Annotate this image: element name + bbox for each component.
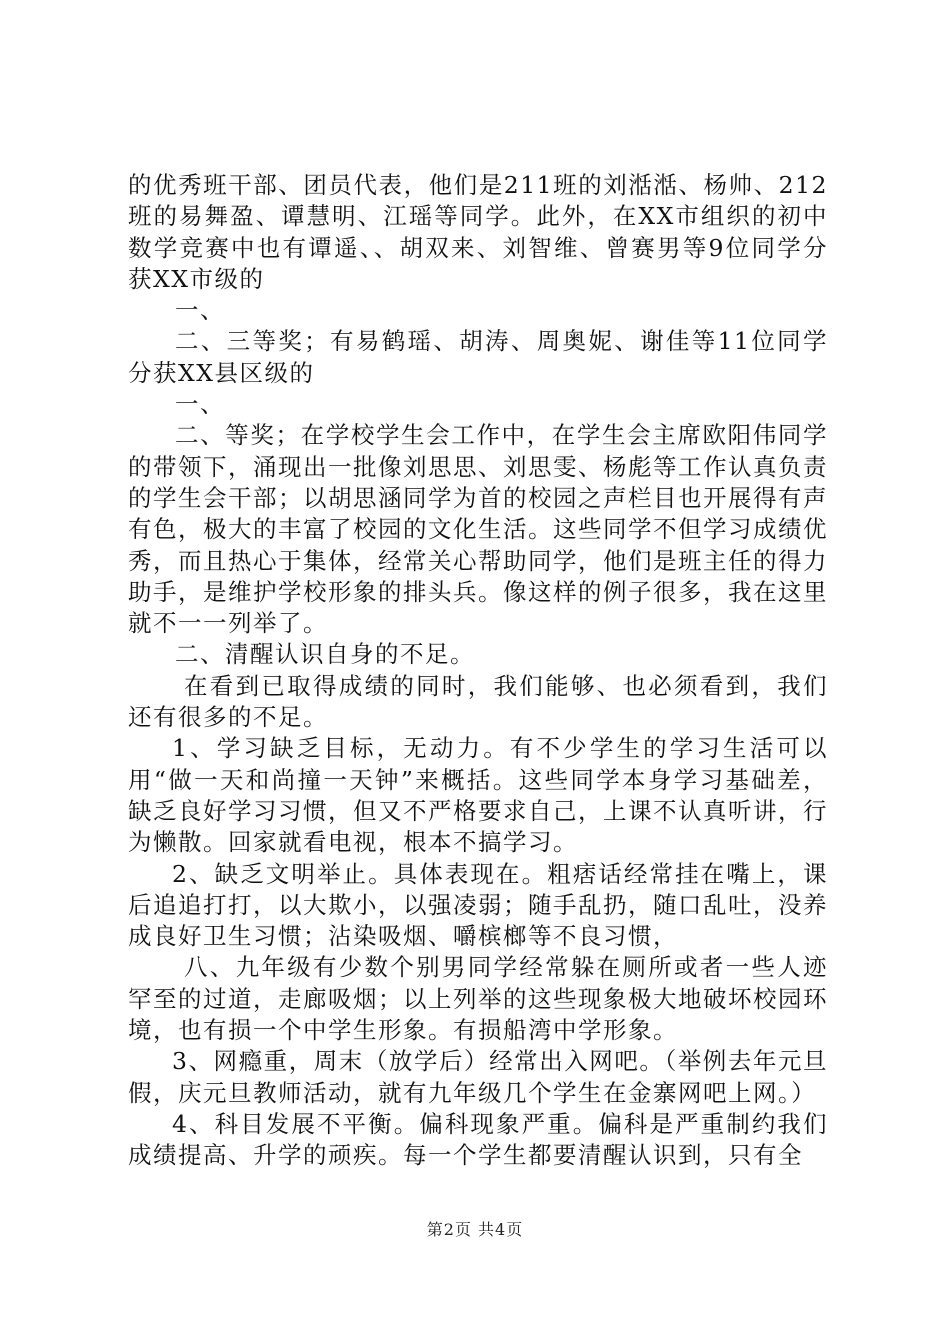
paragraph-1: 的优秀班干部、团员代表，他们是211班的刘湉湉、杨帅、212班的易舞盈、谭慧明、江瑶等同学。此外，在XX市组织的初中数学竞赛中也有谭遥、、胡双来、刘智维、曾赛男等9位同学分获XX市级的	[128, 171, 828, 293]
paragraph-3: 二、三等奖；有易鹤瑶、胡涛、周奥妮、谢佳等11位同学分获XX县区级的	[128, 327, 828, 387]
paragraph-10: 八、九年级有少数个别男同学经常躲在厕所或者一些人迹罕至的过道，走廊吸烟；以上列举的这些现象极大地破坏校园环境，也有损一个中学生形象。有损船湾中学形象。	[128, 953, 828, 1045]
list-item-2: 2、缺乏文明举止。具体表现在。粗痞话经常挂在嘴上，课后追追打打，以大欺小，以强凌弱；随手乱扔，随口乱吐，没养成良好卫生习惯；沾染吸烟、嚼槟榔等不良习惯，	[128, 859, 828, 951]
document-body	[128, 170, 828, 1172]
list-item-1: 1、学习缺乏目标，无动力。有不少学生的学习生活可以用“做一天和尚撞一天钟”来概括。这些同学本身学习基础差，缺乏良好学习习惯，但又不严格要求自己，上课不认真听讲，行为懒散。回家就看电视，根本不搞学习。	[128, 734, 828, 857]
list-item-4: 4、科目发展不平衡。偏科现象严重。偏科是严重制约我们成绩提高、升学的顽疾。每一个学生都要清醒认识到，只有全	[128, 1109, 828, 1170]
list-item-3: 3、网瘾重，周末（放学后）经常出入网吧。（举例去年元旦假，庆元旦教师活动，就有九年级几个学生在金寨网吧上网。）	[128, 1047, 828, 1107]
paragraph-4: 一、	[175, 390, 225, 419]
paragraph-5: 二、等奖；在学校学生会工作中，在学生会主席欧阳伟同学的带领下，涌现出一批像刘思思、刘思雯、杨彪等工作认真负责的学生会干部；以胡思涵同学为首的校园之声栏目也开展得有声有色，极大的丰富了校园的文化生活。这些同学不但学习成绩优秀，而且热心于集体，经常关心帮助同学，他们是班主任的得力助手，是维护学校形象的排头兵。像这样的例子很多，我在这里就不一一列举了。	[128, 421, 828, 638]
section-heading: 二、清醒认识自身的不足。	[175, 640, 475, 669]
page-number: 第2页 共4页	[426, 1220, 524, 1239]
paragraph-2: 一、	[175, 296, 225, 325]
paragraph-7: 在看到已取得成绩的同时，我们能够、也必须看到，我们还有很多的不足。	[128, 671, 828, 732]
